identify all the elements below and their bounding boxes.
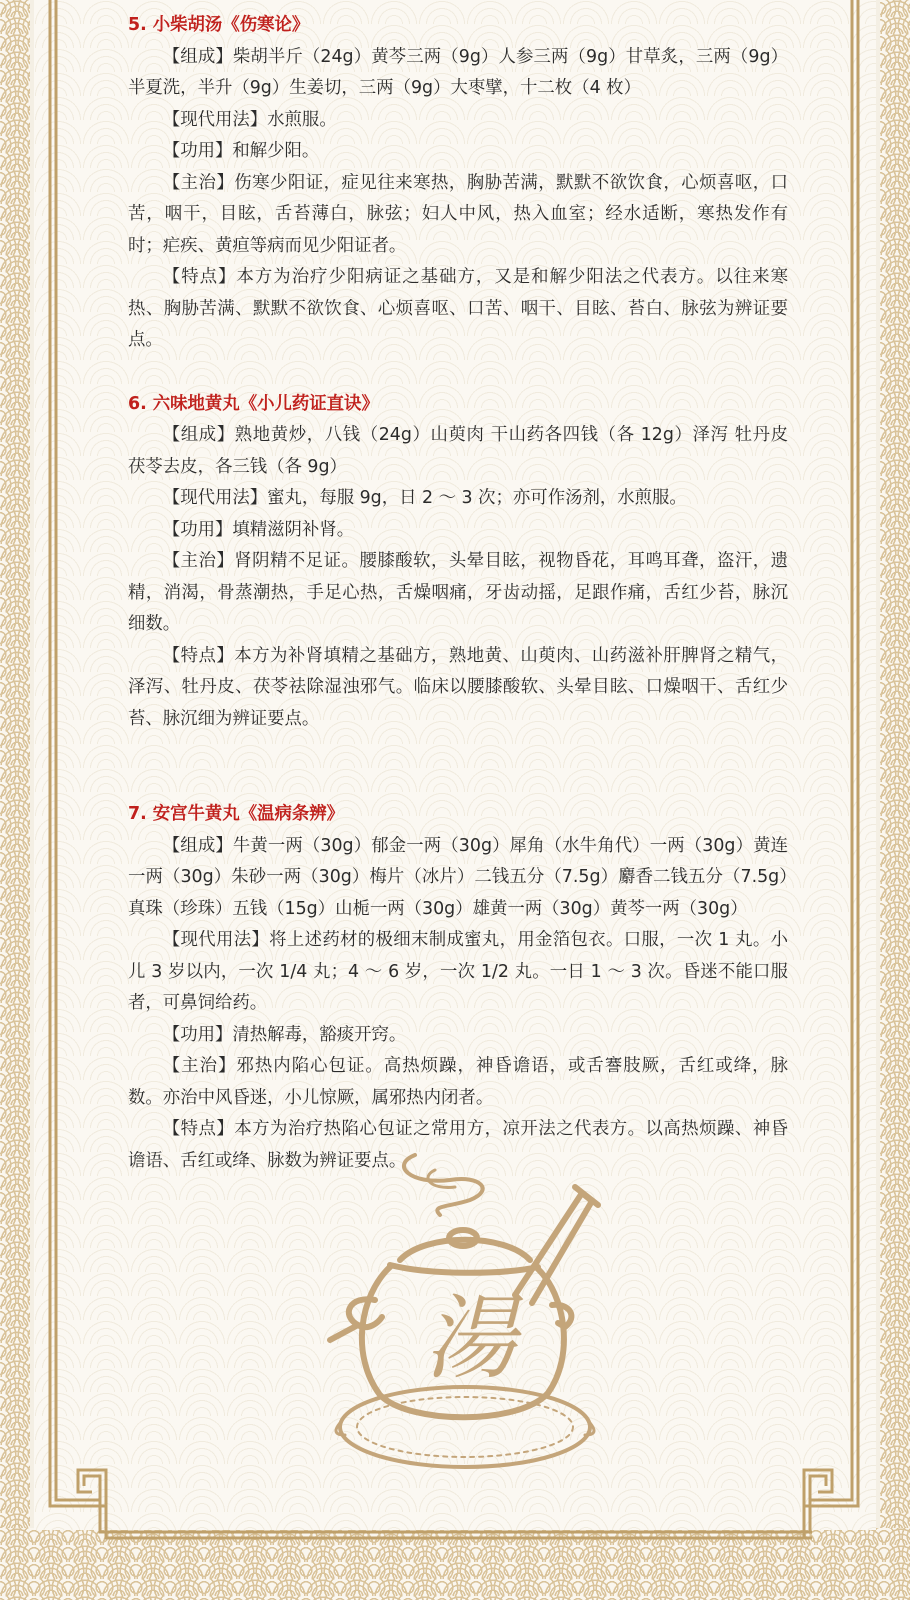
function-paragraph: 【功用】和解少阳。 — [162, 141, 320, 161]
section-spacer — [128, 735, 788, 799]
usage-paragraph: 【现代用法】蜜丸，每服 9g，日 2 ～ 3 次；亦可作汤剂，水煎服。 — [162, 488, 687, 508]
usage-paragraph: 【现代用法】将上述药材的极细末制成蜜丸，用金箔包衣。口服，一次 1 丸。小儿 3 岁以内，一次 1/4 丸；4 ～ 6 岁，一次 1/2 丸。一日 1 ～ 3 次。昏迷不能口服者，可鼻饲给药。 — [128, 930, 788, 1013]
tang-character: 湯 — [423, 1285, 517, 1392]
article-content — [128, 10, 788, 1177]
composition-paragraph: 【组成】熟地黄炒，八钱（24g）山萸肉 干山药各四钱（各 12g）泽泻 牡丹皮 茯苓去皮，各三钱（各 9g） — [128, 425, 788, 477]
section-title: 5. 小柴胡汤《伤寒论》 — [128, 15, 310, 35]
composition-paragraph: 【组成】柴胡半斤（24g）黄芩三两（9g）人参三两（9g）甘草炙，三两（9g）半夏洗，半升（9g）生姜切，三两（9g）大枣擘，十二枚（4 枚） — [128, 46, 788, 98]
function-paragraph: 【功用】清热解毒，豁痰开窍。 — [162, 1024, 407, 1045]
composition-paragraph: 【组成】牛黄一两（30g）郁金一两（30g）犀角（水牛角代）一两（30g）黄连一两（30g）朱砂一两（30g）梅片（冰片）二钱五分（7.5g）麝香二钱五分（7.5g）真珠（珍珠）五钱（15g）山栀一两（30g）雄黄一两（30g）黄芩一两（30g） — [128, 835, 788, 919]
feature-paragraph: 【特点】本方为治疗少阳病证之基础方，又是和解少阳法之代表方。以往来寒热、胸胁苦满、默默不欲饮食、心烦喜呕、口苦、咽干、目眩、苔白、脉弦为辨证要点。 — [128, 267, 788, 350]
bottom-wave-border — [0, 1528, 910, 1600]
feature-paragraph: 【特点】本方为治疗热陷心包证之常用方，凉开法之代表方。以高热烦躁、神昏谵语、舌红或绛、脉数为辨证要点。 — [128, 1119, 788, 1171]
indication-paragraph: 【主治】伤寒少阳证，症见往来寒热，胸胁苦满，默默不欲饮食，心烦喜呕，口苦，咽干，目眩，舌苔薄白，脉弦；妇人中风，热入血室；经水适断，寒热发作有时；疟疾、黄疸等病而见少阳证者。 — [128, 172, 788, 256]
left-wave-border — [0, 0, 30, 1600]
medicine-pot-icon — [320, 1135, 610, 1485]
section-title: 6. 六味地黄丸《小儿药证直诀》 — [128, 393, 379, 414]
right-wave-border — [880, 0, 910, 1600]
indication-paragraph: 【主治】邪热内陷心包证。高热烦躁，神昏谵语，或舌謇肢厥，舌红或绛，脉数。亦治中风昏迷，小儿惊厥，属邪热内闭者。 — [128, 1056, 788, 1108]
section-title: 7. 安宫牛黄丸《温病条辨》 — [128, 804, 345, 824]
usage-paragraph: 【现代用法】水煎服。 — [162, 109, 337, 130]
feature-paragraph: 【特点】本方为补肾填精之基础方，熟地黄、山萸肉、山药滋补肝脾肾之精气，泽泻、牡丹皮、茯苓祛除湿浊邪气。临床以腰膝酸软、头晕目眩、口燥咽干、舌红少苔、脉沉细为辨证要点。 — [128, 645, 788, 729]
indication-paragraph: 【主治】肾阴精不足证。腰膝酸软，头晕目眩，视物昏花，耳鸣耳聋，盗汗，遗精，消渴，骨蒸潮热，手足心热，舌燥咽痛，牙齿动摇，足跟作痛，舌红少苔，脉沉细数。 — [128, 551, 788, 634]
function-paragraph: 【功用】填精滋阴补肾。 — [162, 519, 355, 540]
section-spacer — [128, 357, 788, 389]
